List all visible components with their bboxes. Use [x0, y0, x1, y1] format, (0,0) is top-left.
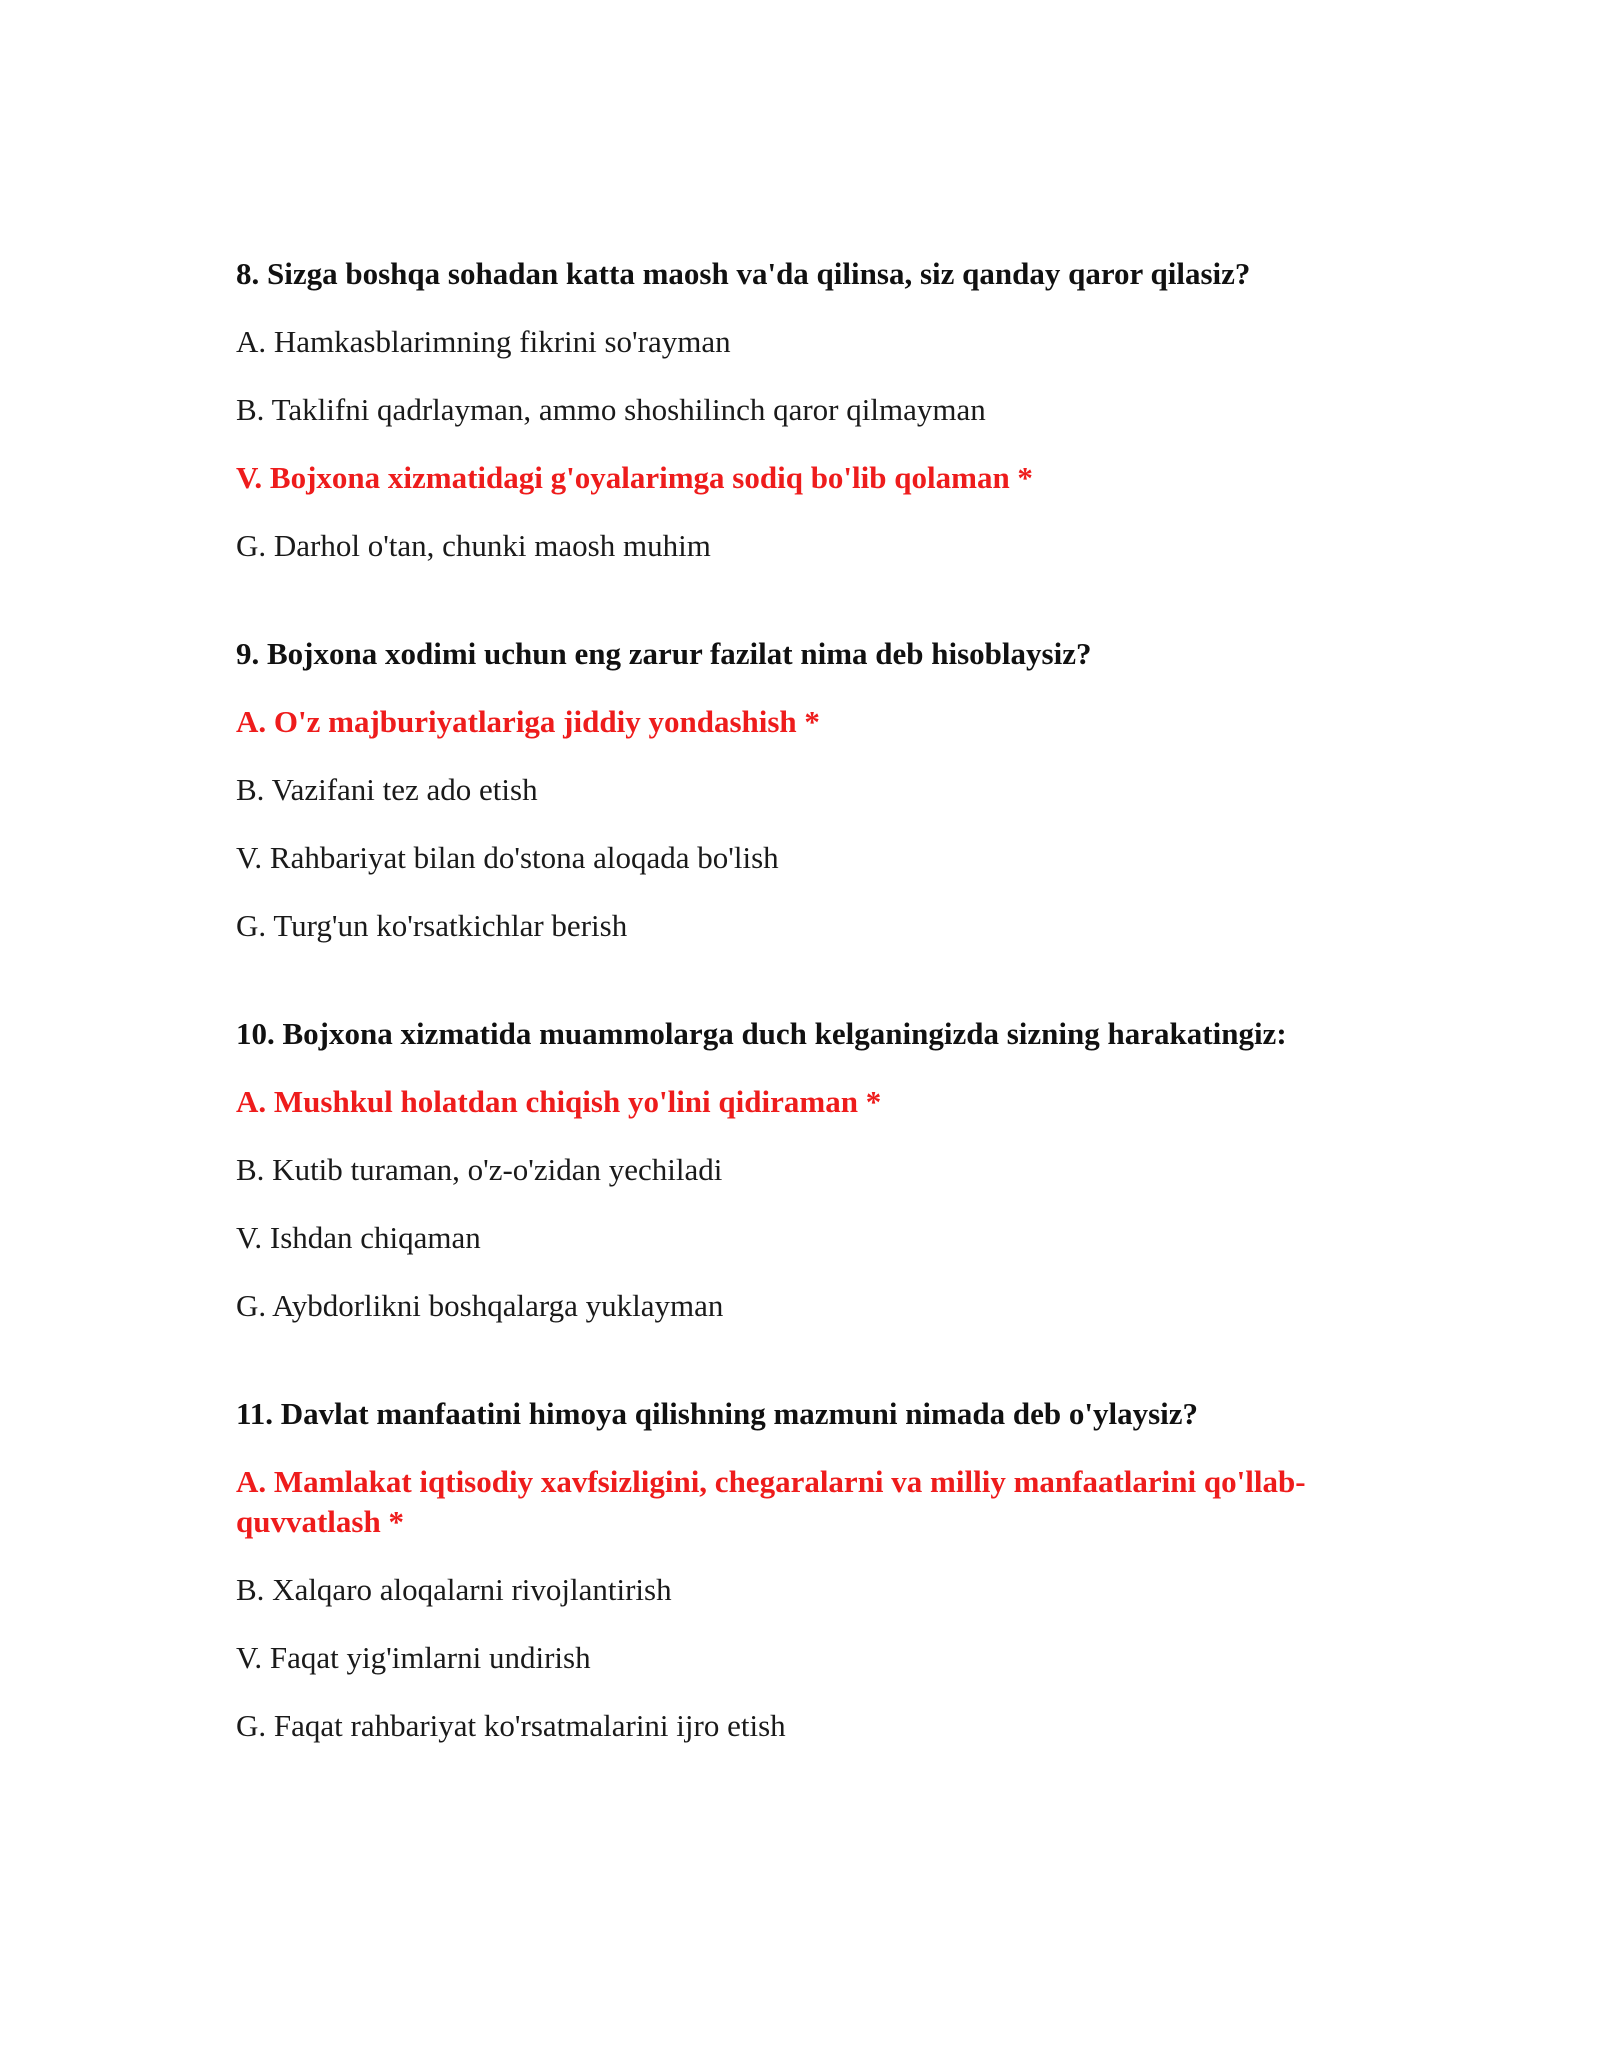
option-g: G. Darhol o'tan, chunki maosh muhim [236, 528, 711, 563]
option-a-correct: A. Mamlakat iqtisodiy xavfsizligini, chegaralarni va milliy manfaatlarini qo'llab-quvvatlash * [236, 1464, 1306, 1539]
question-text: 10. Bojxona xizmatida muammolarga duch kelganingizda sizning harakatingiz: [236, 1016, 1287, 1051]
question-text: 8. Sizga boshqa sohadan katta maosh va'da qilinsa, siz qanday qaror qilasiz? [236, 256, 1251, 291]
option-a-correct: A. O'z majburiyatlariga jiddiy yondashish * [236, 704, 820, 739]
quiz-content [236, 254, 1366, 1814]
question-block-9 [236, 634, 1366, 946]
question-block-11 [236, 1394, 1366, 1746]
option-g: G. Aybdorlikni boshqalarga yuklayman [236, 1288, 724, 1323]
option-g: G. Turg'un ko'rsatkichlar berish [236, 908, 628, 943]
option-v-correct: V. Bojxona xizmatidagi g'oyalarimga sodiq bo'lib qolaman * [236, 460, 1033, 495]
option-a-correct: A. Mushkul holatdan chiqish yo'lini qidiraman * [236, 1084, 882, 1119]
option-v: V. Rahbariyat bilan do'stona aloqada bo'lish [236, 840, 779, 875]
option-b: B. Xalqaro aloqalarni rivojlantirish [236, 1572, 672, 1607]
option-a: A. Hamkasblarimning fikrini so'rayman [236, 324, 731, 359]
question-block-8 [236, 254, 1366, 566]
option-b: B. Vazifani tez ado etish [236, 772, 538, 807]
option-b: B. Taklifni qadrlayman, ammo shoshilinch qaror qilmayman [236, 392, 986, 427]
question-block-10 [236, 1014, 1366, 1326]
question-text: 9. Bojxona xodimi uchun eng zarur fazilat nima deb hisoblaysiz? [236, 636, 1092, 671]
option-v: V. Faqat yig'imlarni undirish [236, 1640, 591, 1675]
option-v: V. Ishdan chiqaman [236, 1220, 481, 1255]
option-g: G. Faqat rahbariyat ko'rsatmalarini ijro etish [236, 1708, 786, 1743]
question-text: 11. Davlat manfaatini himoya qilishning mazmuni nimada deb o'ylaysiz? [236, 1396, 1199, 1431]
option-b: B. Kutib turaman, o'z-o'zidan yechiladi [236, 1152, 723, 1187]
